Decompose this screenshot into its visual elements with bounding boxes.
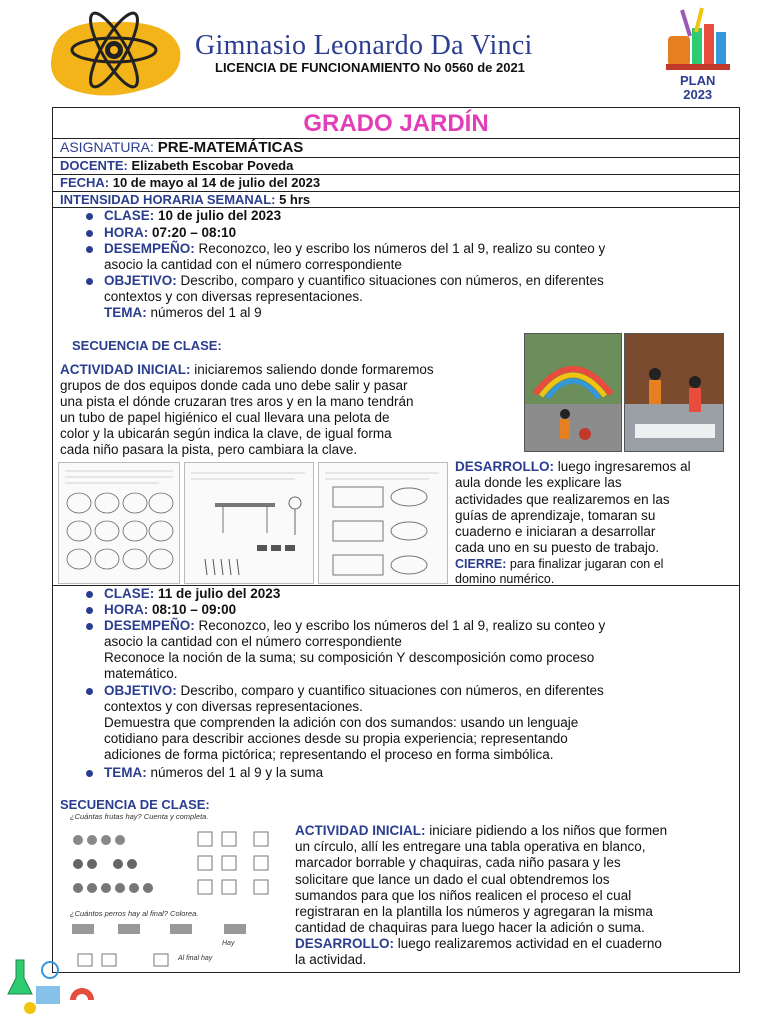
objetivo-line: contextos y con diversas representaciones. (104, 699, 363, 714)
bullet (86, 230, 93, 237)
date-value: 10 de mayo al 14 de julio del 2023 (112, 175, 321, 190)
subject-row (60, 139, 303, 156)
inicial-line: iniciaremos saliendo donde formaremos (194, 362, 434, 377)
inicial-line: solicitare que lance un dado el cual obtendremos los (295, 871, 610, 887)
activity-photo-2 (624, 333, 724, 452)
desarrollo-line: aula donde les explicare las (455, 475, 622, 491)
class1-desarrollo (455, 459, 737, 557)
class1-tema (104, 305, 262, 321)
objetivo-text: Describo, comparo y cuantifico situaciones con números, en diferentes (180, 683, 604, 698)
desempeno-line: Reconoce la noción de la suma; su composición Y descomposición como proceso (104, 650, 595, 665)
bullet (86, 607, 93, 614)
plan-badge (680, 74, 715, 102)
desarrollo-line: actividades que realizaremos en las (455, 491, 670, 507)
grade-title: GRADO JARDÍN (303, 110, 489, 137)
tema-label: TEMA: (104, 305, 147, 320)
desarrollo-text: luego realizaremos actividad en el cuaderno (397, 936, 662, 951)
clase-label: CLASE: (104, 586, 155, 601)
worksheet-image-2 (184, 462, 314, 584)
objetivo-label: OBJETIVO: (104, 683, 177, 698)
class2-hora (104, 602, 236, 618)
bullet (86, 213, 93, 220)
worksheet-image-1 (58, 462, 180, 584)
teacher-row (60, 158, 293, 173)
hora-label: HORA: (104, 602, 149, 617)
inicial-line: un tubo de papel higiénico el cual llevara una pelota de (60, 410, 390, 425)
inicial-line: grupos de dos equipos donde cada uno debe salir y pasar (60, 378, 408, 393)
inicial-label: ACTIVIDAD INICIAL: (295, 823, 426, 838)
objetivo-label: OBJETIVO: (104, 273, 177, 288)
worksheet-question-2: ¿Cuántos perros hay al final? Colorea. (70, 909, 199, 918)
inicial-line: sumandos para que los niños realicen el proceso el cual (295, 887, 632, 903)
class1-cierre (455, 557, 737, 587)
science-icons (6, 950, 106, 1020)
plan-year: 2023 (683, 87, 713, 102)
addition-worksheet (58, 812, 286, 972)
class1-clase (104, 208, 281, 224)
subject-value: PRE-MATEMÁTICAS (157, 139, 304, 156)
desarrollo-line: luego ingresaremos al (557, 459, 691, 474)
desarrollo-text-2: la actividad. (295, 952, 367, 968)
subject-label: ASIGNATURA: (60, 139, 154, 155)
hora-value: 07:20 – 08:10 (152, 225, 237, 240)
class2-desempeno (104, 618, 724, 682)
license-text: LICENCIA DE FUNCIONAMIENTO No 0560 de 2021 (215, 60, 525, 75)
class2-desarrollo (295, 936, 737, 968)
worksheet-question-1: ¿Cuántas frutas hay? Cuenta y completa. (70, 812, 209, 821)
objetivo-text: Describo, comparo y cuantifico situaciones con números, en diferentes (180, 273, 604, 288)
desempeno-label: DESEMPEÑO: (104, 241, 195, 256)
plan-label: PLAN (680, 73, 716, 88)
date-label: FECHA: (60, 175, 110, 190)
objetivo-text-2: contextos y con diversas representaciones. (104, 289, 363, 304)
class2-clase (104, 586, 280, 602)
objetivo-line: cotidiano para describir acciones desde su propia experiencia; representando (104, 731, 568, 746)
desarrollo-line: guías de aprendizaje, tomaran su (455, 507, 656, 523)
clase-value: 11 de julio del 2023 (158, 586, 281, 601)
desempeno-line: matemático. (104, 666, 178, 681)
inicial-line: registraran en la plantilla los números y agregaran la misma (295, 904, 653, 920)
clase-value: 10 de julio del 2023 (158, 208, 282, 223)
bullet (86, 278, 93, 285)
worksheet-hay: Hay (222, 940, 235, 947)
inicial-line: color y la ubicarán según indica la clave, de igual forma (60, 426, 392, 441)
desarrollo-line: cada uno en su puesto de trabajo. (455, 540, 660, 556)
hours-row (60, 192, 310, 207)
class1-secuencia: SECUENCIA DE CLASE: (72, 338, 222, 353)
school-name: Gimnasio Leonardo Da Vinci (195, 30, 533, 61)
tema-value: números del 1 al 9 (150, 305, 262, 320)
inicial-line: marcador borrable y chaquiras, cada niño pasara y les (295, 855, 621, 871)
bullet (86, 591, 93, 598)
desempeno-line: asocio la cantidad con el número correspondiente (104, 634, 402, 649)
bullet (86, 688, 93, 695)
cierre-text: para finalizar jugaran con el (509, 557, 664, 571)
inicial-line: un círculo, allí les entregare una tabla operativa en blanco, (295, 839, 646, 855)
cierre-text-2: domino numérico. (455, 572, 555, 586)
inicial-label: ACTIVIDAD INICIAL: (60, 362, 191, 377)
teacher-label: DOCENTE: (60, 158, 128, 173)
class1-desempeno (104, 241, 704, 273)
bullet (86, 623, 93, 630)
desarrollo-label: DESARROLLO: (455, 459, 554, 474)
school-logo (42, 10, 187, 100)
desempeno-text: Reconozco, leo y escribo los números del 1 al 9, realizo su conteo y (198, 241, 606, 256)
worksheet-image-3 (318, 462, 448, 584)
worksheet-final: Al final hay (178, 955, 213, 962)
desarrollo-label: DESARROLLO: (295, 936, 394, 951)
inicial-line: una pista el dónde cruzaran tres aros y en la mano tendrán (60, 394, 414, 409)
bullet (86, 246, 93, 253)
class2-objetivo (104, 683, 724, 763)
hours-value: 5 hrs (279, 192, 311, 207)
cierre-label: CIERRE: (455, 557, 507, 571)
objetivo-line: adiciones de forma pictórica; representando el proceso en forma simbólica. (104, 747, 554, 762)
hours-label: INTENSIDAD HORARIA SEMANAL: (60, 192, 276, 207)
hora-label: HORA: (104, 225, 149, 240)
desempeno-label: DESEMPEÑO: (104, 618, 195, 633)
tema-value: números del 1 al 9 y la suma (150, 765, 324, 780)
desempeno-text-2: asocio la cantidad con el número correspondiente (104, 257, 402, 272)
inicial-line: cantidad de chaquiras para luego hacer la adición o suma. (295, 920, 645, 936)
desempeno-text: Reconozco, leo y escribo los números del 1 al 9, realizo su conteo y (198, 618, 606, 633)
class2-tema (104, 765, 323, 781)
class1-hora (104, 225, 236, 241)
clase-label: CLASE: (104, 208, 155, 223)
hora-value: 08:10 – 09:00 (152, 602, 237, 617)
desarrollo-line: cuaderno e iniciaran a desarrollar (455, 524, 656, 540)
date-row (60, 175, 320, 190)
tema-label: TEMA: (104, 765, 147, 780)
class1-actividad-inicial (60, 362, 508, 458)
class2-actividad-inicial (295, 823, 737, 936)
activity-photo-1 (524, 333, 622, 452)
plan-illustration (662, 6, 734, 72)
inicial-text: iniciare pidiendo a los niños que formen (429, 823, 668, 838)
objetivo-line: Demuestra que comprenden la adición con dos sumandos: usando un lenguaje (104, 715, 579, 730)
teacher-value: Elizabeth Escobar Poveda (131, 158, 294, 173)
class1-objetivo (104, 273, 704, 305)
bullet (86, 770, 93, 777)
inicial-line: cada niño pasara la pista, pero cambiara la clave. (60, 442, 358, 457)
class2-secuencia: SECUENCIA DE CLASE: (60, 797, 210, 812)
